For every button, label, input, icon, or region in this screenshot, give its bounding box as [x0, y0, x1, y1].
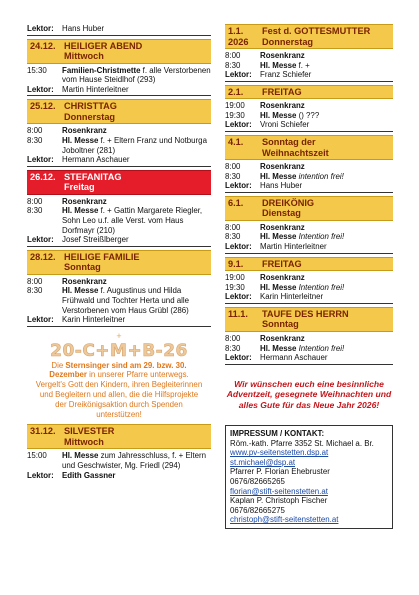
header-line-2 [228, 319, 390, 330]
schedule-row [27, 286, 211, 315]
lektor-row [27, 155, 211, 167]
header-line [228, 198, 390, 209]
schedule-row [225, 334, 393, 344]
row-text [62, 277, 211, 287]
header-date: 1.1. [228, 26, 244, 36]
day-header [27, 424, 211, 449]
top-lektor-row [27, 24, 211, 36]
sternsinger-dates: Sternsinger sind am 29. bzw. 30. Dezember [49, 360, 187, 380]
sternsinger-section [27, 333, 211, 420]
lektor-name: Hermann Aschauer [260, 353, 328, 363]
row-time: 8:00 [27, 196, 43, 206]
header-line [228, 309, 390, 320]
row-text [62, 286, 211, 315]
row-intention: f. Augustinus und Hilda Frühwald und Tochter Herta und alle Verstorbenen vom Haus Grübl (286) [62, 286, 190, 315]
header-title: STEFANITAG [64, 171, 122, 182]
lektor-name: Hans Huber [260, 181, 303, 191]
row-text [260, 344, 393, 354]
header-line [228, 26, 390, 37]
lektor-label: Lektor: [225, 242, 252, 252]
lektor-row [225, 242, 393, 254]
header-date: 11.1. [228, 308, 248, 319]
christmas-wish: Wir wünschen euch eine besinnliche Adventzeit, gesegnete Weihnachten und alles Gute für das Neue Jahr 2026! [226, 378, 392, 411]
impressum-title: IMPRESSUM / KONTAKT: [230, 429, 325, 439]
header-title: SILVESTER [64, 426, 115, 437]
row-text [260, 51, 393, 61]
header-title: DREIKÖNIG [262, 197, 315, 208]
impressum-line: Pfarrer P. Florian Ehebruster [230, 467, 330, 477]
lektor-row [225, 353, 393, 365]
row-service: Hl. Messe [260, 343, 297, 353]
lektor-name: Hans Huber [62, 24, 105, 33]
header-title: HEILIGER ABEND [64, 40, 143, 51]
row-service: Hl. Messe [62, 135, 99, 145]
row-time: 8:00 [27, 276, 43, 286]
schedule-row [27, 277, 211, 287]
schedule-row [27, 136, 211, 155]
right-column [225, 24, 393, 529]
header-line-2 [30, 182, 208, 193]
lektor-label: Lektor: [225, 120, 252, 130]
impressum-box [225, 425, 393, 529]
header-day: Donnerstag [262, 36, 314, 47]
header-title: CHRISTTAG [64, 101, 117, 112]
row-time: 8:30 [27, 206, 43, 216]
lektor-label: Lektor: [225, 353, 252, 363]
lektor-label: Lektor: [27, 24, 54, 33]
header-line [228, 137, 390, 148]
lektor-label: Lektor: [225, 70, 252, 80]
schedule-row [27, 66, 211, 85]
row-service: Rosenkranz [260, 333, 305, 343]
row-service: Hl. Messe [260, 282, 297, 292]
impressum-link[interactable]: st.michael@dsp.at [230, 457, 296, 467]
impressum-line: Röm.-kath. Pfarre 3352 St. Michael a. Br. [230, 438, 374, 448]
lektor-row [27, 315, 211, 327]
header-day: Sonntag [64, 262, 101, 273]
lektor-name: Karin Hinterleitner [62, 315, 126, 325]
day-header [225, 85, 393, 100]
row-text [260, 101, 393, 111]
header-date: 25.12. [30, 101, 56, 112]
header-day: Dienstag [262, 208, 301, 219]
header-date: 9.1. [228, 258, 244, 269]
impressum-lines [230, 439, 388, 525]
row-intention: () ??? [296, 110, 320, 120]
row-time: 8:00 [225, 222, 241, 232]
schedule-row [225, 344, 393, 354]
row-time: 15:00 [27, 451, 47, 461]
sternsinger-logo [43, 333, 195, 361]
header-date: 26.12. [30, 171, 56, 182]
header-line-2 [30, 112, 208, 123]
row-time: 8:00 [27, 126, 43, 136]
day-header [225, 196, 393, 221]
day-header [225, 307, 393, 332]
row-service: Rosenkranz [260, 162, 305, 172]
left-column [27, 24, 211, 484]
day-header [225, 135, 393, 160]
header-line-2 [228, 37, 390, 48]
day-header [27, 39, 211, 64]
lektor-label: Lektor: [27, 155, 54, 165]
header-line [30, 41, 208, 52]
row-time: 8:30 [225, 171, 241, 181]
row-time: 8:00 [225, 333, 241, 343]
schedule-row [225, 101, 393, 111]
row-text [260, 232, 393, 242]
row-text [260, 61, 393, 71]
lektor-label: Lektor: [27, 315, 54, 325]
row-service: Rosenkranz [260, 101, 305, 111]
row-text [260, 111, 393, 121]
schedule-row [225, 232, 393, 242]
svg-text:20-C+M+B-26: 20-C+M+B-26 [50, 340, 188, 361]
row-time: 8:00 [225, 162, 241, 172]
svg-text:+: + [116, 332, 122, 341]
header-day: Mittwoch [64, 51, 104, 62]
day-header [27, 99, 211, 124]
day-header [225, 257, 393, 272]
lektor-name: Martin Hinterleitner [260, 242, 327, 252]
lektor-label: Lektor: [225, 181, 252, 191]
row-text [260, 223, 393, 233]
header-line-2 [228, 148, 390, 159]
row-time: 8:30 [225, 343, 241, 353]
lektor-row [27, 235, 211, 247]
schedule-row [27, 197, 211, 207]
lektor-row [225, 120, 393, 132]
header-date: 28.12. [30, 251, 56, 262]
lektor-name: Edith Gassner [62, 470, 116, 480]
lektor-name: Josef Streißlberger [62, 235, 129, 245]
schedule-row [225, 283, 393, 293]
row-text [260, 172, 393, 182]
header-date: 2.1. [228, 86, 244, 97]
row-text [260, 273, 393, 283]
header-day: Mittwoch [64, 436, 104, 447]
lektor-label: Lektor: [27, 84, 54, 94]
row-service: Hl. Messe [62, 451, 99, 461]
row-service: Hl. Messe [260, 171, 297, 181]
schedule-row [225, 172, 393, 182]
day-header [225, 24, 393, 49]
lektor-label: Lektor: [27, 235, 54, 245]
impressum-link[interactable]: florian@stift-seitenstetten.at [230, 486, 328, 496]
row-intention: intention frei! [296, 171, 344, 181]
header-day: Weihnachtszeit [262, 147, 329, 158]
row-service: Hl. Messe [260, 110, 297, 120]
row-time: 8:30 [27, 135, 43, 145]
schedule-row [225, 51, 393, 61]
row-time: 8:30 [225, 60, 241, 70]
lektor-row [225, 181, 393, 193]
day-header [27, 170, 211, 195]
header-date: 24.12. [30, 40, 56, 51]
impressum-line: 0676/82665275 [230, 505, 285, 515]
row-service: Rosenkranz [260, 51, 305, 60]
row-intention: Intention frei! [296, 232, 345, 242]
silvester-block [27, 424, 211, 481]
header-date: 6.1. [228, 197, 244, 208]
row-intention: f. + [296, 60, 310, 70]
header-title: Sonntag der [262, 137, 316, 148]
header-title: FREITAG [262, 258, 302, 269]
row-intention: Intention frei! [296, 343, 345, 353]
row-text [62, 451, 211, 470]
row-time: 15:30 [27, 65, 47, 75]
row-time: 19:00 [225, 101, 245, 111]
header-day: Sonntag [262, 319, 299, 330]
schedule-row [27, 451, 211, 470]
row-service: Rosenkranz [62, 276, 107, 286]
schedule-row [27, 206, 211, 235]
row-intention: Intention frei! [296, 282, 345, 292]
row-time: 8:00 [225, 51, 241, 60]
row-service: Hl. Messe [62, 286, 99, 296]
impressum-link[interactable]: christoph@stift-seitenstetten.at [230, 515, 339, 525]
lektor-name: Karin Hinterleitner [260, 292, 324, 302]
row-text [62, 136, 211, 155]
row-text [62, 206, 211, 235]
row-time: 8:30 [27, 286, 43, 296]
lektor-name: Martin Hinterleitner [62, 84, 129, 94]
header-date: 31.12. [30, 426, 56, 437]
lektor-label: Lektor: [27, 470, 54, 480]
lektor-name: Franz Schiefer [260, 70, 312, 80]
lektor-name: Hermann Aschauer [62, 155, 130, 165]
header-line-2 [30, 437, 208, 448]
row-time: 19:30 [225, 110, 245, 120]
row-service: Hl. Messe [62, 206, 99, 216]
schedule-row [225, 61, 393, 71]
row-service: Familien-Christmette [62, 65, 141, 75]
header-line [228, 87, 390, 98]
left-blocks [27, 39, 211, 327]
lektor-row [27, 85, 211, 97]
header-line-2 [30, 262, 208, 273]
header-date: 4.1. [228, 137, 244, 148]
row-text [62, 197, 211, 207]
header-title: Fest d. GOTTESMUTTER [262, 26, 371, 36]
header-line [30, 101, 208, 112]
row-intention: f. + Eltern Franz und Notburga Joboltner (281) [62, 135, 207, 155]
row-intention: zum Jahresschluss, f. + Eltern und Geschwister, Mg. Friedl (294) [62, 451, 207, 471]
lektor-label: Lektor: [225, 292, 252, 302]
sternsinger-text [27, 361, 211, 420]
schedule-row [225, 162, 393, 172]
impressum-line: 0676/82665265 [230, 477, 285, 487]
row-service: Rosenkranz [260, 222, 305, 232]
header-line-2 [228, 208, 390, 219]
day-header [27, 250, 211, 275]
header-line [30, 426, 208, 437]
schedule-row [225, 273, 393, 283]
row-service: Hl. Messe [260, 232, 297, 242]
sternsinger-text-2: in unserer Pfarre unterwegs. Vergelt's Gott den Kindern, ihren Begleiterinnen und Begleitern und allen, die die Hilfsprojekte der Dreikönigsaktion durch Spenden unterstützen! [35, 370, 203, 419]
lektor-row [27, 471, 211, 482]
row-text [260, 283, 393, 293]
row-time: 19:30 [225, 282, 245, 292]
impressum-link[interactable]: www.pv-seitenstetten.dsp.at [230, 448, 329, 458]
row-service: Rosenkranz [260, 273, 305, 283]
impressum-line: Kaplan P. Christoph Fischer [230, 496, 328, 506]
right-blocks [225, 24, 393, 365]
row-text [62, 66, 211, 85]
schedule-row [225, 111, 393, 121]
header-day: Donnerstag [64, 111, 116, 122]
row-time: 19:00 [225, 273, 245, 283]
header-line [30, 172, 208, 183]
row-text [260, 162, 393, 172]
header-title: TAUFE DES HERRN [262, 308, 349, 319]
schedule-row [225, 223, 393, 233]
header-title: HEILIGE FAMILIE [64, 251, 140, 262]
lektor-row [225, 70, 393, 82]
row-time: 8:30 [225, 232, 241, 242]
header-line [30, 252, 208, 263]
lektor-name: Vroni Schiefer [260, 120, 310, 130]
row-intention: f. alle Verstorbenen vom Hause Steidlhof (293) [62, 65, 211, 85]
row-text [62, 126, 211, 136]
header-day: Freitag [64, 182, 95, 193]
row-intention: f. + Gattin Margarete Riegler, Sohn Leo u.f. alle Verst. vom Haus Dorfmayr (210) [62, 206, 203, 235]
sternsinger-text-1: Die [51, 360, 66, 370]
header-year: 2026 [228, 36, 249, 47]
header-line-2 [30, 51, 208, 62]
schedule-row [27, 126, 211, 136]
header-line [228, 259, 390, 270]
lektor-row [225, 292, 393, 304]
row-service: Rosenkranz [62, 126, 107, 136]
row-service: Rosenkranz [62, 196, 107, 206]
header-title: FREITAG [262, 86, 302, 97]
row-service: Hl. Messe [260, 60, 297, 70]
row-text [260, 334, 393, 344]
